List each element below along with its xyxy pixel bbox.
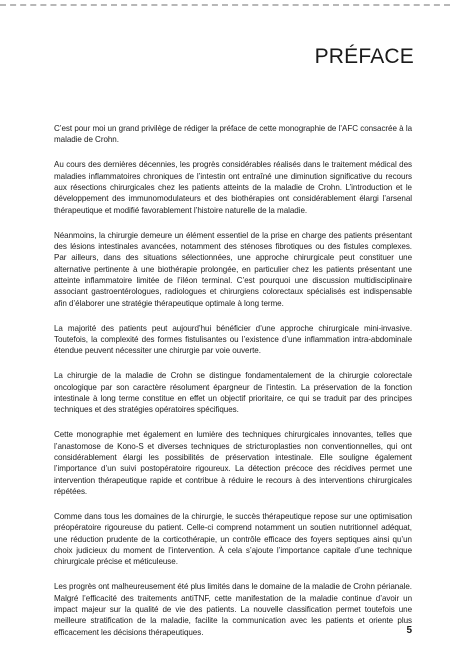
- paragraph-7: Comme dans tous les domaines de la chirurgie, le succès thérapeutique repose sur une optimisation préopératoire rigoureuse du patient. Celle-ci comprend notamment un soutien nutritionnel adéquat, une réduction prudente de la corticothérapie, un contrôle efficace des foyers septiques ainsi qu’un choix judicieux du moment de l’intervention. À cela s’ajoute l’importance capitale d’une technique chirurgicale précise et méticuleuse.: [54, 511, 412, 567]
- top-dashed-rule: [0, 4, 450, 6]
- paragraph-5: La chirurgie de la maladie de Crohn se distingue fondamentalement de la chirurgie colorectale oncologique par son caractère résolument épargneur de l’intestin. La préservation de la fonction intestinale à long terme constitue en effet un objectif prioritaire, ce qui se traduit par des principes techniques et des stratégies opératoires spécifiques.: [54, 371, 412, 415]
- page-number: 5: [406, 625, 412, 636]
- preface-body: [54, 123, 412, 651]
- paragraph-4: La majorité des patients peut aujourd’hui bénéficier d’une approche chirurgicale mini-invasive. Toutefois, la complexité des formes fistulisantes ou l’existence d’une inflammation intra-abdominale étendue peuvent nécessiter une chirurgie par voie ouverte.: [54, 323, 412, 356]
- paragraph-1: C’est pour moi un grand privilège de rédiger la préface de cette monographie de l’AFC consacrée à la maladie de Crohn.: [54, 124, 412, 145]
- page-title: PRÉFACE: [314, 45, 414, 69]
- paragraph-3: Néanmoins, la chirurgie demeure un élément essentiel de la prise en charge des patients présentant des lésions intestinales avancées, notamment des sténoses fibrotiques ou des fistules complexes. Par ailleurs, dans des situations sélectionnées, une approche chirurgicale peut constituer une alternative pertinente à une biothérapie prolongée, en particulier chez les patients présentant une atteinte inflammatoire limitée de l’iléon terminal. C’est pourquoi une discussion multidisciplinaire associant gastroentérologues, radiologues et chirurgiens colorectaux spécialisés est indispensable afin d’élaborer une stratégie thérapeutique optimale à long terme.: [54, 230, 412, 308]
- paragraph-8: Les progrès ont malheureusement été plus limités dans le domaine de la maladie de Crohn périanale. Malgré l’efficacité des traitements antiTNF, cette manifestation de la maladie continue d’avoir un impact majeur sur la qualité de vie des patients. La nouvelle classification permet toutefois une meilleure stratification de la maladie, facilite la communication avec les patients et oriente plus efficacement les décisions thérapeutiques.: [54, 582, 412, 637]
- paragraph-6: Cette monographie met également en lumière des techniques chirurgicales innovantes, telles que l’anastomose de Kono-S et diverses techniques de stricturoplasties non conventionnelles, qui ont considérablement élargi les possibilités de préservation intestinale. Elle souligne également l’importance d’un suivi postopératoire rigoureux. La détection précoce des récidives permet une intervention thérapeutique rapide et contribue à réduire le recours à des interventions chirurgicales répétées.: [54, 430, 412, 496]
- paragraph-2: Au cours des dernières décennies, les progrès considérables réalisés dans le traitement médical des maladies inflammatoires chroniques de l’intestin ont entraîné une diminution significative du recours aux résections chirurgicales chez les patients atteints de la maladie de Crohn. L’introduction et le développement des immunomodulateurs et des biothérapies ont considérablement élargi l’arsenal thérapeutique et modifié favorablement l’histoire naturelle de la maladie.: [54, 160, 412, 215]
